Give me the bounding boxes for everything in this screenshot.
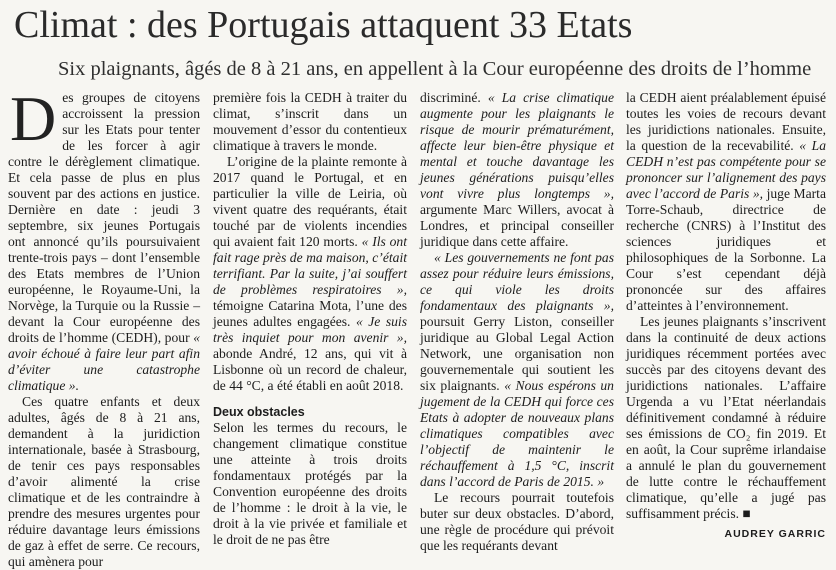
paragraph	[8, 83, 200, 394]
paragraph: première fois la CEDH à traiter du climat, s’inscrit dans un mouvement d’essor du contentieux climatique à travers le monde.	[213, 90, 407, 153]
paragraph	[213, 154, 407, 394]
article-subhead: Six plaignants, âgés de 8 à 21 ans, en appellent à la Cour européenne des droits de l’homme	[58, 58, 812, 80]
article-column-4	[626, 90, 826, 542]
quote: « Nous espérons un jugement de la CEDH qui force ces Etats à adopter de nouveaux plans climatiques compatibles avec l’objectif de maintenir le réchauffement à 1,5 °C, inscrit dans l’accord de Paris de 2015. »	[420, 378, 614, 489]
quote: « Ils ont fait rage près de ma maison, c’était terrifiant. Par la suite, j’ai souffert de problèmes respiratoires »,	[213, 234, 407, 297]
text-run: poursuit Gerry Liston, conseiller juridique au Global Legal Action Network, une organisation non gouvernementale qui soutient les six plaignants.	[420, 314, 614, 393]
paragraph: Selon les termes du recours, le changement climatique constitue une atteinte à trois droits fondamentaux protégés par la Convention européenne des droits de l’homme : le droit à la vie, le droit à la vie privée et familiale et le droit de ne pas être	[213, 420, 407, 547]
paragraph: Les jeunes plaignants s’inscrivent dans la continuité de deux actions juridiques récemment portées avec succès par des citoyens devant des juridictions nationales. L’affaire Urgenda a vu l’Etat néerlandais définitivement condamné à réduire ses émissions de CO₂ fin 2019. Et en août, la Cour suprême irlandaise a annulé le plan du gouvernement de lutte contre le réchauffement climatique, qu’elle a jugé pas suffisamment précis. ■	[626, 314, 826, 521]
text-run: témoigne Catarina Mota, l’une des jeunes adultes engagées.	[213, 298, 407, 329]
text-run: argumente Marc Willers, avocat à Londres, et principal conseiller juridique dans cette affaire.	[420, 202, 614, 249]
drop-cap: D	[10, 83, 57, 154]
quote: « La crise climatique augmente pour les plaignants le risque de mourir prématurément, affecte leur bien-être physique et mental et touche davantage les jeunes générations puisqu’elles vont vivre plus longtemps »,	[420, 90, 614, 201]
text-run: discriminé.	[420, 90, 481, 105]
quote: « Les gouvernements ne font pas assez pour réduire leurs émissions, ce qui viole les droits fondamentaux des plaignants »,	[420, 250, 614, 313]
paragraph: Ces quatre enfants et deux adultes, âgés de 8 à 21 ans, demandent à la juridiction internationale, basée à Strasbourg, de tenir ces pays responsables d’avoir alimenté la crise climatique et de les contraindre à prendre des mesures urgentes pour réduire davantage leurs émissions de gaz à effet de serre. Ce recours, qui amènera pour	[8, 394, 200, 569]
text-run: la CEDH aient préalablement épuisé toutes les voies de recours devant les juridictions nationales. Ensuite, la question de la recevabilité.	[626, 90, 826, 153]
quote: « La CEDH n’est pas compétente pour se prononcer sur l’alignement des pays avec l’accord de Paris »,	[626, 138, 826, 201]
quote: « avoir échoué à faire leur part afin d’éviter une catastrophe climatique ».	[8, 330, 200, 393]
article-column-3	[420, 90, 614, 554]
text-run: es groupes de citoyens accroissent la pression sur les Etats pour tenter de les forcer à agir contre le dérèglement climatique. Et cela passe de plus en plus souvent par des actions en justice. Dernière en date : jeudi 3 septembre, six jeunes Portugais ont annoncé qu’ils poursuivaient trente-trois pays – dont l’ensemble des Etats membres de l’Union européenne, le Royaume-Uni, la Norvège, la Turquie ou la Russie – devant la Cour européenne des droits de l’homme (CEDH), pour	[8, 90, 200, 345]
paragraph	[420, 90, 614, 250]
text-run: abonde André, 12 ans, qui vit à Lisbonne où un record de chaleur, de 44 °C, a été établi en août 2018.	[213, 346, 407, 393]
paragraph: Le recours pourrait toutefois buter sur deux obstacles. D’abord, une règle de procédure qui prévoit que les requérants devant	[420, 490, 614, 553]
article-headline: Climat : des Portugais attaquent 33 Etats	[14, 4, 633, 46]
text-run: juge Marta Torre-Schaub, directrice de recherche (CNRS) à l’Institut des sciences juridiques et philosophiques de la Sorbonne. La Cour s’est cependant déjà prononcée sur des affaires d’atteintes à l’environnement.	[626, 186, 826, 313]
paragraph	[626, 90, 826, 314]
paragraph	[420, 250, 614, 490]
text-run: L’origine de la plainte remonte à 2017 quand le Portugal, et en particulier la ville de Leiria, où vivent quatre des requérants, était touché par de violents incendies qui avaient fait 120 morts.	[213, 154, 407, 249]
article-column-1	[8, 83, 200, 570]
quote: « Je suis très inquiet pour mon avenir »,	[213, 314, 407, 345]
author-byline: AUDREY GARRIC	[724, 528, 826, 540]
article-column-2	[213, 90, 407, 548]
section-subtitle: Deux obstacles	[213, 405, 305, 419]
